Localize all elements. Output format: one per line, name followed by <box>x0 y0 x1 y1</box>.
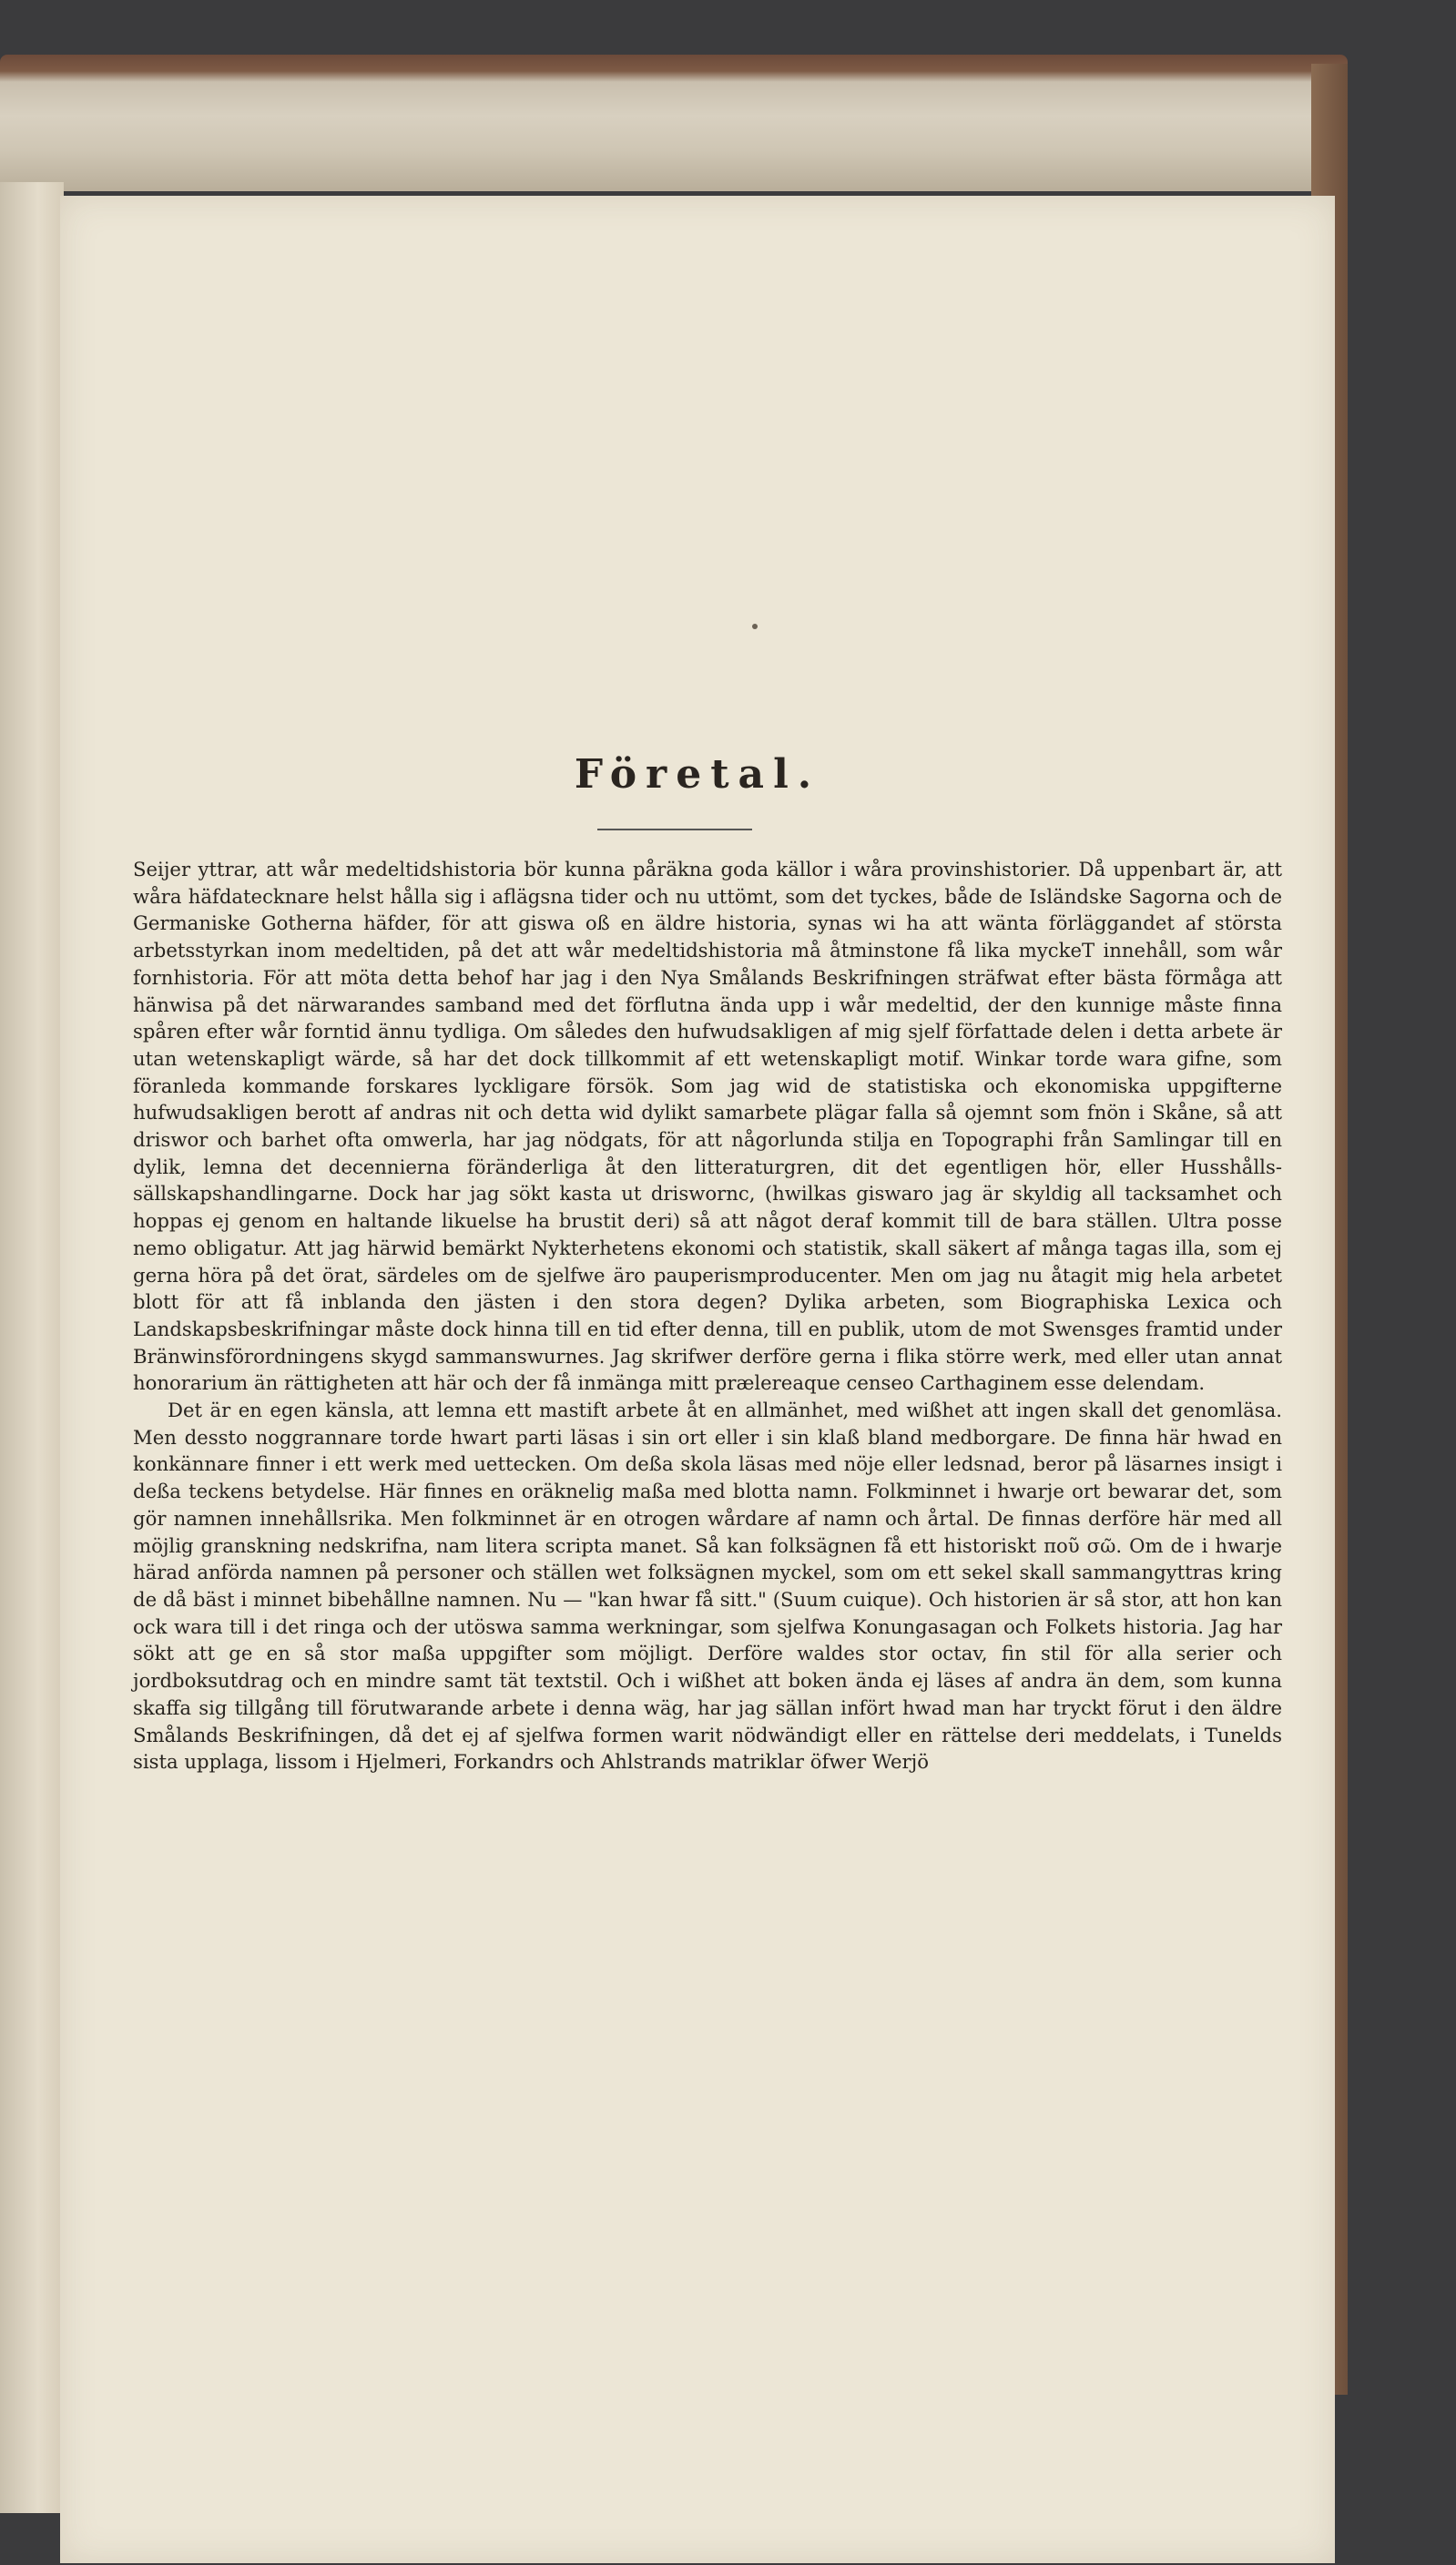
book-page <box>60 196 1335 2563</box>
paragraph-1: Seijer yttrar, att wår medeltidshistoria bör kunna påräkna goda källor i wåra provinshistorier. Då uppenbart är, att wåra häfdatecknare helst hålla sig i aflägsna tider och nu uttömt, som det tyckes, både de Isländske Sagorna och de Germaniske Gotherna häfder, för att giswa oß en äldre historia, synas wi ha att wänta förläggandet af största arbetsstyrkan inom medeltiden, på det att wår medeltidshistoria må åtminstone få lika myckeT innehåll, som wår fornhistoria. För att möta detta behof har jag i den Nya Smålands Beskrifningen sträfwat efter bästa förmåga att hänwisa på det närwarandes samband med det förflutna ända upp i wår medeltid, der den kunnige måste finna spåren efter wår forntid ännu tydliga. Om således den hufwudsakligen af mig sjelf författade delen i detta arbete är utan wetenskapligt wärde, så har det dock tillkommit af ett wetenskapligt motif. Winkar torde wara gifne, som föranleda kommande forskares lyckligare försök. Som jag wid de statistiska och ekonomiska uppgifterne hufwudsakligen berott af andras nit och detta wid dylikt samarbete plägar falla så ojemnt som fnön i Skåne, så att driswor och barhet ofta omwerla, har jag nödgats, för att någorlunda stilja en Topographi från Samlingar till en dylik, lemna det decennierna föränderliga åt den litteraturgren, dit det egentligen hör, eller Husshålls-sällskapshandlingarne. Dock har jag sökt kasta ut driswornc, (hwilkas giswaro jag är skyldig all tacksamhet och hoppas ej genom en haltande likuelse ha brustit deri) så att något deraf kommit till de bara ställen. Ultra posse nemo obligatur. Att jag härwid bemärkt Nykterhetens ekonomi och statistik, skall säkert af många tagas illa, som ej gerna höra på det örat, särdeles om de sjelfwe äro pauperismproducenter. Men om jag nu åtagit mig hela arbetet blott för att få inblanda den jästen i den stora degen? Dylika arbeten, som Biographiska Lexica och Landskapsbeskrifningar måste dock hinna till en tid efter denna, till en publik, utom de mot Swensges framtid under Bränwinsförordningens skygd sammanswurnes. Jag skrifwer derföre gerna i flika större werk, med eller utan annat honorarium än rättigheten att här och der få inmänga mitt prælereaque censeo Carthaginem esse delendam. <box>133 858 1282 1395</box>
page-mark <box>752 624 758 629</box>
page-header <box>60 751 1335 798</box>
left-page-edge <box>0 182 64 2513</box>
paragraph-2: Det är en egen känsla, att lemna ett mastift arbete åt en allmänhet, med wißhet att ingen skall det genomläsa. Men dessto noggrannare torde hwart parti läsas i sin ort eller i sin klaß bland medborgare. De finna här hwad en konkännare finner i ett werk med uettecken. Om deßa skola läsas med nöje eller ledsnad, beror på läsarnes insigt i deßa teckens betydelse. Här finnes en oräknelig maßa med blotta namn. Folkminnet i hwarje ort bewarar det, som gör namnen innehållsrika. Men folkminnet är en otrogen wårdare af namn och årtal. De finnas derföre här med all möjlig granskning nedskrifna, nam litera scripta manet. Så kan folksägnen få ett historiskt πoῦ σῶ. Om de i hwarje härad anförda namnen på personer och ställen wet folksägnen myckel, som om ett sekel skall sammangyttras kring de då bäst i minnet bibehållne namnen. Nu — "kan hwar få sitt." (Suum cuique). Och historien är så stor, att hon kan ock wara till i det ringa och der utöswa samma werkningar, som sjelfwa Konungasagan och Folkets historia. Jag har sökt att ge en så stor maßa uppgifter som möjligt. Derföre waldes stor octav, fin stil för alla serier och jordboksutdrag och en mindre samt tät textstil. Och i wißhet att boken ända ej läses af andra än dem, som kunna skaffa sig tillgång till förutwarande arbete i denna wäg, har jag sällan infört hwad man har tryckt förut i den äldre Smålands Beskrifningen, då det ej af sjelfwa formen warit nödwändigt eller en rättelse deri meddelats, i Tunelds sista upplaga, lissom i Hjelmeri, Forkandrs och Ahlstrands matriklar öfwer Werjö <box>133 1399 1282 1774</box>
book-top-edge <box>0 55 1348 191</box>
title-rule <box>597 829 752 830</box>
page-title: Företal. <box>574 751 821 798</box>
body-text <box>133 856 1282 1776</box>
